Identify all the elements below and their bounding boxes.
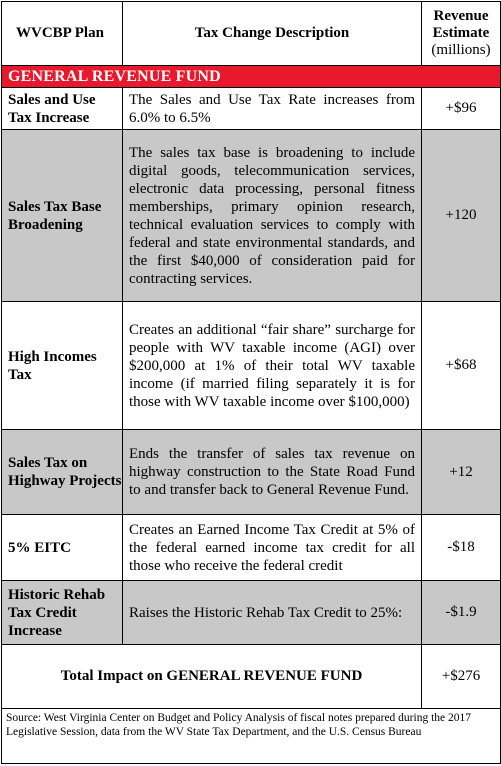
revenue-estimate: +$68 xyxy=(422,302,501,430)
total-row xyxy=(2,645,501,709)
header-description: Tax Change Description xyxy=(123,2,422,66)
header-estimate xyxy=(422,2,501,66)
revenue-estimate: +12 xyxy=(422,430,501,515)
plan-name: High Incomes Tax xyxy=(2,302,123,430)
plan-name: Sales and Use Tax Increase xyxy=(2,88,123,130)
header-estimate-line3: (millions) xyxy=(431,42,491,58)
table-row xyxy=(2,302,501,430)
tax-description: The sales tax base is broadening to include digital goods, telecommunication services, electronic data processing, personal fitness memberships, primary opinion research, technical evaluation services to comply with federal and state environmental standards, and the first $40,000 of consideration paid for contracting services. xyxy=(123,130,422,302)
table-row xyxy=(2,515,501,581)
source-note: Source: West Virginia Center on Budget and Policy Analysis of fiscal notes prepared during the 2017 Legislative Session, data from the WV State Tax Department, and the U.S. Census Bureau xyxy=(2,709,501,764)
header-row xyxy=(2,2,501,66)
tax-plan-table xyxy=(1,1,501,764)
section-row xyxy=(2,66,501,88)
source-row xyxy=(2,709,501,764)
header-estimate-line1: Revenue xyxy=(433,8,489,24)
table-row xyxy=(2,130,501,302)
plan-name: Sales Tax Base Broadening xyxy=(2,130,123,302)
total-estimate: +$276 xyxy=(422,645,501,709)
revenue-estimate: +$96 xyxy=(422,88,501,130)
tax-description: Creates an additional “fair share” surcharge for people with WV taxable income (AGI) over $200,000 at 1% of their total WV taxable income (if married filing separately it is for those with WV taxable income over $100,000) xyxy=(123,302,422,430)
revenue-estimate: -$1.9 xyxy=(422,581,501,645)
table-row xyxy=(2,581,501,645)
tax-description: Creates an Earned Income Tax Credit at 5% of the federal earned income tax credit for all those who receive the federal credit xyxy=(123,515,422,581)
table-row xyxy=(2,88,501,130)
revenue-estimate: -$18 xyxy=(422,515,501,581)
total-label: Total Impact on GENERAL REVENUE FUND xyxy=(2,645,422,709)
section-title: GENERAL REVENUE FUND xyxy=(2,66,501,88)
tax-description: The Sales and Use Tax Rate increases from 6.0% to 6.5% xyxy=(123,88,422,130)
tax-description: Ends the transfer of sales tax revenue on highway construction to the State Road Fund to and transfer back to General Revenue Fund. xyxy=(123,430,422,515)
plan-name: 5% EITC xyxy=(2,515,123,581)
header-estimate-line2: Estimate xyxy=(432,25,490,41)
plan-name: Sales Tax on Highway Projects xyxy=(2,430,123,515)
revenue-estimate: +120 xyxy=(422,130,501,302)
header-plan: WVCBP Plan xyxy=(2,2,123,66)
table-row xyxy=(2,430,501,515)
plan-name: Historic Rehab Tax Credit Increase xyxy=(2,581,123,645)
tax-description: Raises the Historic Rehab Tax Credit to 25%: xyxy=(123,581,422,645)
